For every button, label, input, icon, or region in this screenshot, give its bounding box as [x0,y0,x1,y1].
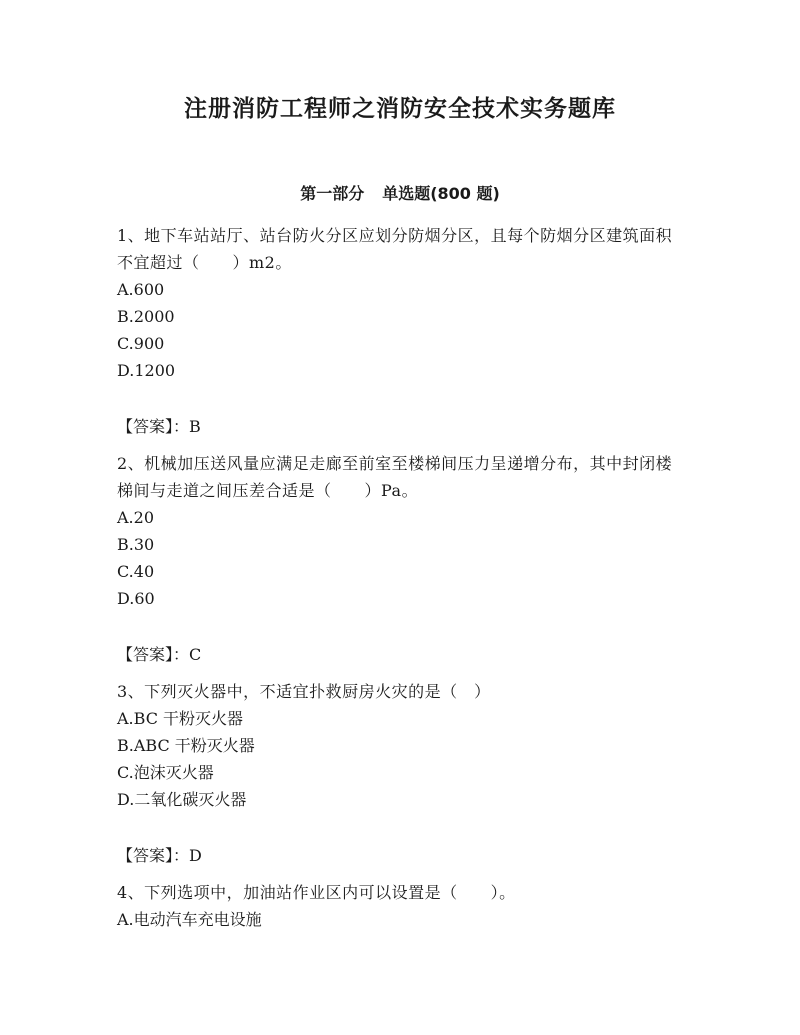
question-option: B.ABC 干粉灭火器 [117,736,255,755]
question-option: D.60 [117,589,155,608]
section-prefix: 第一部分 [300,184,365,203]
answer-label: 【答案】： [117,846,190,865]
section-title [0,182,800,206]
question-text: 4、下列选项中，加油站作业区内可以设置是（ ）。 [117,883,516,902]
question-option: A.电动汽车充电设施 [117,910,262,929]
section-name: 单选题(800 题) [382,184,500,203]
question-item [117,222,687,440]
question-list [117,222,687,933]
answer-line [117,641,687,668]
question-item [117,450,687,668]
question-text: 1、地下车站站厅、站台防火分区应划分防烟分区，且每个防烟分区建筑面积不宜超过（ ）m2。 [117,226,673,272]
answer-label: 【答案】： [117,417,190,436]
question-text: 2、机械加压送风量应满足走廊至前室至楼梯间压力呈递增分布，其中封闭楼梯间与走道之间压差合适是（ ）Pa。 [117,454,673,500]
answer-value: C [189,645,202,664]
answer-value: B [189,417,201,436]
question-option: A.600 [117,280,165,299]
question-option: B.2000 [117,307,175,326]
question-option: D.二氧化碳灭火器 [117,790,247,809]
answer-value: D [189,846,202,865]
question-option: A.20 [117,508,154,527]
answer-line [117,842,687,869]
question-option: B.30 [117,535,155,554]
question-text: 3、下列灭火器中，不适宜扑救厨房火灾的是（ ） [117,682,491,701]
answer-line [117,413,687,440]
document-title: 注册消防工程师之消防安全技术实务题库 [184,96,616,122]
question-option: D.1200 [117,361,176,380]
question-item [117,678,687,869]
question-option: C.900 [117,334,165,353]
question-option: C.40 [117,562,155,581]
question-item [117,879,687,933]
question-option: A.BC 干粉灭火器 [117,709,244,728]
question-option: C.泡沫灭火器 [117,763,214,782]
answer-label: 【答案】： [117,645,190,664]
